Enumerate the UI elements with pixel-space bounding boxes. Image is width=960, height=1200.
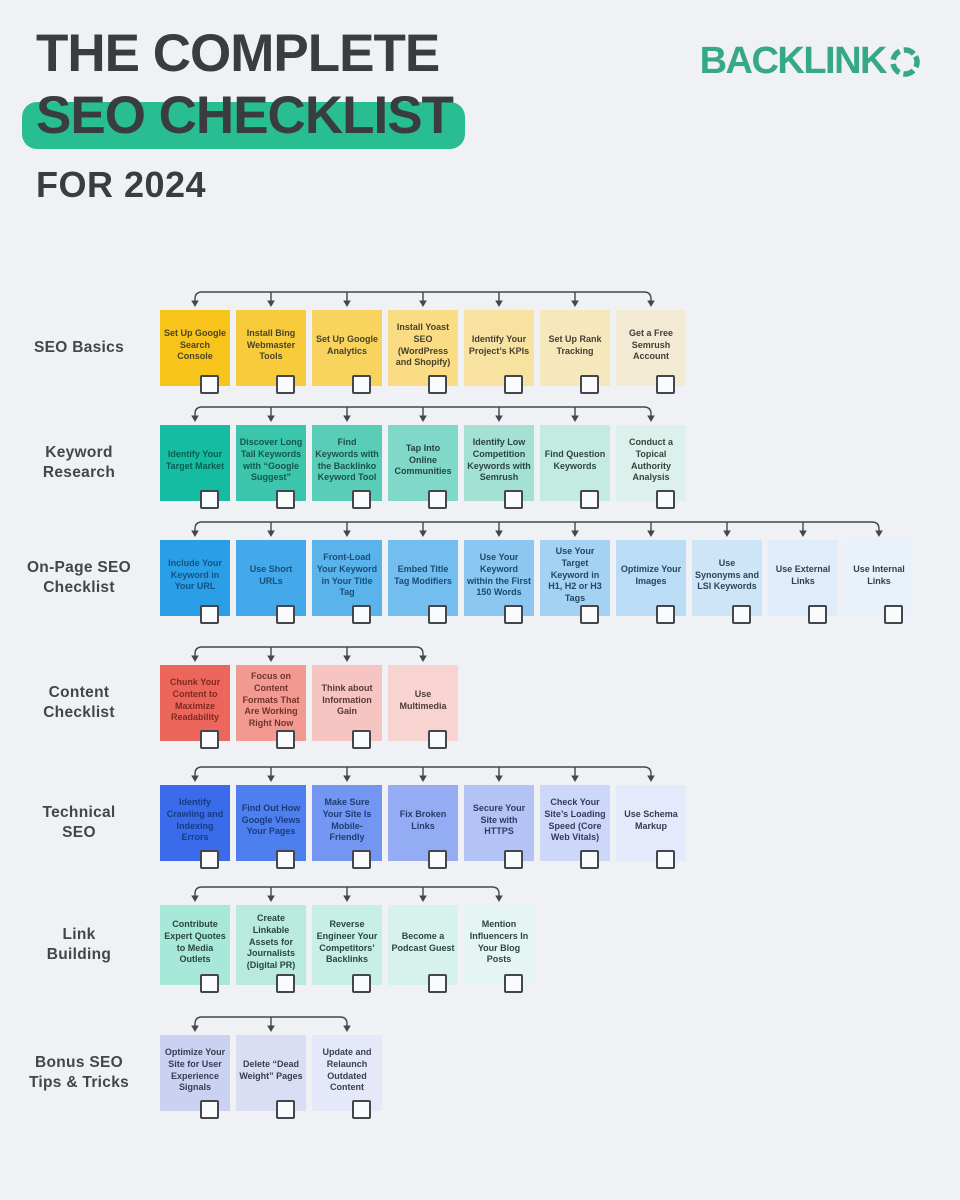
row-label-line: Tips & Tricks [28,1074,130,1091]
cards-link-building [160,905,960,985]
checkbox-on-page-seo-checklist-1[interactable] [200,605,219,624]
card-use-schema-markup [616,785,686,861]
card-use-external-links [768,540,838,616]
row-label-line: Content [48,683,110,701]
row-connector-arrows [160,1015,382,1035]
card-use-your-target-keyword-in-h1-h2-or-h3-t [540,540,610,616]
row-label-line: Checklist [43,579,115,596]
card-label: Set Up Google Analytics [315,333,378,356]
checkbox-on-page-seo-checklist-2[interactable] [276,605,295,624]
card-use-synonyms-and-lsi-keywords [692,540,762,616]
checkbox-on-page-seo-checklist-8[interactable] [732,605,751,624]
checkbox-seo-basics-6[interactable] [580,375,599,394]
card-set-up-google-search-console [160,310,230,386]
card-label: Delete “Dead Weight” Pages [239,1058,303,1081]
checkbox-content-checklist-1[interactable] [200,730,219,749]
card-label: Mention Influencers In Your Blog Posts [469,919,529,965]
card-label: Identify Crawling and Indexing Errors [166,797,224,843]
row-label-line: Research [42,464,116,481]
row-label-line: Technical [42,803,116,821]
row-label-content-checklist [0,665,158,741]
cards-area [160,1015,960,1111]
card-get-a-free-semrush-account [616,310,686,386]
checkbox-on-page-seo-checklist-3[interactable] [352,605,371,624]
checkbox-bonus-seo-tips-tricks-1[interactable] [200,1100,219,1119]
row-connector-arrows [160,645,458,665]
card-label: Use Schema Markup [624,808,678,831]
segmented-circle-icon [888,45,922,79]
card-label: Use Multimedia [399,688,447,711]
card-set-up-google-analytics [312,310,382,386]
backlinko-logo [700,40,922,83]
checkbox-technical-seo-4[interactable] [428,850,447,869]
card-check-your-site-s-loading-speed-core-web [540,785,610,861]
header [36,24,453,206]
card-mention-influencers-in-your-blog-posts [464,905,534,985]
checkbox-on-page-seo-checklist-10[interactable] [884,605,903,624]
row-connector-arrows [160,520,914,540]
checkbox-keyword-research-3[interactable] [352,490,371,509]
card-label: Install Bing Webmaster Tools [246,327,296,362]
card-label: Include Your Keyword in Your URL [168,557,222,592]
card-set-up-rank-tracking [540,310,610,386]
card-find-keywords-with-the-backlinko-keyword [312,425,382,501]
card-label: Use Your Keyword within the First 150 Words [467,552,531,598]
card-update-and-relaunch-outdated-content [312,1035,382,1111]
card-identify-your-target-market [160,425,230,501]
cards-area [160,645,960,741]
card-find-out-how-google-views-your-pages [236,785,306,861]
cards-area [160,405,960,501]
checkbox-keyword-research-6[interactable] [580,490,599,509]
row-connector-arrows [160,290,686,310]
card-label: Conduct a Topical Authority Analysis [629,437,673,483]
checkbox-keyword-research-4[interactable] [428,490,447,509]
checkbox-seo-basics-5[interactable] [504,375,523,394]
cards-area [160,520,960,616]
checkbox-technical-seo-5[interactable] [504,850,523,869]
card-delete-dead-weight-pages [236,1035,306,1111]
row-connector-arrows [160,765,686,785]
card-create-linkable-assets-for-journalists-d [236,905,306,985]
row-technical-seo [0,765,960,861]
row-connector-arrows [160,885,534,905]
card-tap-into-online-communities [388,425,458,501]
checkbox-on-page-seo-checklist-5[interactable] [504,605,523,624]
checkbox-on-page-seo-checklist-9[interactable] [808,605,827,624]
card-label: Set Up Google Search Console [163,327,226,362]
cards-area [160,765,960,861]
cards-content-checklist [160,665,960,741]
card-discover-long-tail-keywords-with-google- [236,425,306,501]
checkbox-content-checklist-2[interactable] [276,730,295,749]
checkbox-technical-seo-1[interactable] [200,850,219,869]
card-label: Identify Low Competition Keywords with Semrush [467,437,531,483]
card-optimize-your-images [616,540,686,616]
row-label-line: Keyword [45,443,113,461]
card-make-sure-your-site-is-mobile-friendly [312,785,382,861]
row-label-seo-basics [0,310,158,386]
card-find-question-keywords [540,425,610,501]
card-label: Become a Podcast Guest [391,930,455,953]
row-label-keyword-research [0,425,158,501]
card-label: Use Your Target Keyword in H1, H2 or H3 Tags [548,546,602,604]
card-embed-title-tag-modifiers [388,540,458,616]
page-title-line2-wrap [36,86,453,146]
card-label: Find Out How Google Views Your Pages [241,802,301,837]
checkbox-on-page-seo-checklist-4[interactable] [428,605,447,624]
card-label: Use Synonyms and LSI Keywords [695,557,760,592]
card-become-a-podcast-guest [388,905,458,985]
row-label-line: Bonus SEO [35,1053,123,1071]
card-label: Optimize Your Site for User Experience Signals [164,1047,226,1093]
row-label-technical-seo [0,785,158,861]
checkbox-content-checklist-4[interactable] [428,730,447,749]
row-label-line: SEO Basics [33,338,125,356]
card-label: Secure Your Site with HTTPS [472,802,526,837]
card-contribute-expert-quotes-to-media-outlet [160,905,230,985]
card-label: Find Question Keywords [544,448,606,471]
card-install-yoast-seo-wordpress-and-shopify [388,310,458,386]
card-use-internal-links [844,540,914,616]
card-label: Create Linkable Assets for Journalists (Digital PR) [246,913,296,971]
card-identify-crawling-and-indexing-errors [160,785,230,861]
card-label: Set Up Rank Tracking [548,333,602,356]
card-label: Use External Links [775,563,831,586]
cards-keyword-research [160,425,960,501]
cards-technical-seo [160,785,960,861]
checkbox-technical-seo-6[interactable] [580,850,599,869]
row-label-line: Building [46,946,112,963]
card-label: Check Your Site’s Loading Speed (Core Web Vitals) [544,797,606,843]
checklist-rows [0,290,960,1130]
page-title-line1: THE COMPLETE [36,24,440,83]
checkbox-content-checklist-3[interactable] [352,730,371,749]
card-think-about-information-gain [312,665,382,741]
card-label: Install Yoast SEO (WordPress and Shopify) [395,322,451,368]
row-content-checklist [0,645,960,741]
card-focus-on-content-formats-that-are-workin [236,665,306,741]
card-label: Reverse Engineer Your Competitors’ Backlinks [316,919,378,965]
row-connector-arrows [160,405,686,425]
checkbox-link-building-2[interactable] [276,974,295,993]
checkbox-technical-seo-7[interactable] [656,850,675,869]
row-label-link-building [0,905,158,985]
page-title-line2: SEO CHECKLIST [36,86,453,145]
card-label: Discover Long Tail Keywords with “Google Suggest” [239,437,303,483]
checkbox-on-page-seo-checklist-6[interactable] [580,605,599,624]
card-reverse-engineer-your-competitors-backli [312,905,382,985]
card-optimize-your-site-for-user-experience-s [160,1035,230,1111]
card-label: Chunk Your Content to Maximize Readability [169,677,221,723]
card-label: Identify Your Project’s KPIs [468,333,530,356]
card-fix-broken-links [388,785,458,861]
card-label: Fix Broken Links [399,808,447,831]
row-label-bonus-seo-tips-tricks [0,1035,158,1111]
checkbox-seo-basics-1[interactable] [200,375,219,394]
checkbox-keyword-research-5[interactable] [504,490,523,509]
card-use-multimedia [388,665,458,741]
checkbox-seo-basics-7[interactable] [656,375,675,394]
row-keyword-research [0,405,960,501]
card-include-your-keyword-in-your-url [160,540,230,616]
row-label-line: On-Page SEO [26,558,132,576]
card-identify-low-competition-keywords-with-s [464,425,534,501]
checkbox-technical-seo-2[interactable] [276,850,295,869]
row-label-line: SEO [62,824,96,841]
card-label: Get a Free Semrush Account [628,327,674,362]
row-link-building [0,885,960,985]
card-label: Embed Title Tag Modifiers [394,563,452,586]
cards-bonus-seo-tips-tricks [160,1035,960,1111]
row-on-page-seo-checklist [0,520,960,616]
cards-seo-basics [160,310,960,386]
card-label: Front-Load Your Keyword in Your Title Tag [316,552,378,598]
checkbox-seo-basics-3[interactable] [352,375,371,394]
row-label-on-page-seo-checklist [0,540,158,616]
checkbox-seo-basics-2[interactable] [276,375,295,394]
card-chunk-your-content-to-maximize-readabili [160,665,230,741]
checkbox-keyword-research-7[interactable] [656,490,675,509]
checkbox-link-building-5[interactable] [504,974,523,993]
card-label: Use Internal Links [853,563,905,586]
card-label: Think about Information Gain [321,682,373,717]
card-install-bing-webmaster-tools [236,310,306,386]
checkbox-bonus-seo-tips-tricks-3[interactable] [352,1100,371,1119]
card-label: Contribute Expert Quotes to Media Outlets [164,919,226,965]
row-label-line: Checklist [43,704,115,721]
checkbox-technical-seo-3[interactable] [352,850,371,869]
card-label: Optimize Your Images [620,563,682,586]
checkbox-on-page-seo-checklist-7[interactable] [656,605,675,624]
checkbox-keyword-research-2[interactable] [276,490,295,509]
cards-area [160,290,960,386]
checkbox-seo-basics-4[interactable] [428,375,447,394]
card-label: Use Short URLs [249,563,293,586]
cards-on-page-seo-checklist [160,540,960,616]
logo-text: BACKLINK [699,40,886,82]
checkbox-link-building-4[interactable] [428,974,447,993]
card-front-load-your-keyword-in-your-title-ta [312,540,382,616]
card-identify-your-project-s-kpis [464,310,534,386]
checkbox-link-building-3[interactable] [352,974,371,993]
card-use-your-keyword-within-the-first-150-wo [464,540,534,616]
card-label: Make Sure Your Site Is Mobile-Friendly [322,797,372,843]
row-label-line: Link [62,925,96,943]
cards-area [160,885,960,985]
card-label: Tap Into Online Communities [394,442,452,477]
card-label: Identify Your Target Market [165,448,225,471]
checkbox-bonus-seo-tips-tricks-2[interactable] [276,1100,295,1119]
card-label: Update and Relaunch Outdated Content [322,1047,372,1093]
card-secure-your-site-with-https [464,785,534,861]
card-use-short-urls [236,540,306,616]
card-label: Focus on Content Formats That Are Working Right Now [242,671,300,729]
card-conduct-a-topical-authority-analysis [616,425,686,501]
row-seo-basics [0,290,960,386]
checkbox-keyword-research-1[interactable] [200,490,219,509]
row-bonus-seo-tips-tricks [0,1015,960,1111]
card-label: Find Keywords with the Backlinko Keyword Tool [315,437,379,483]
checkbox-link-building-1[interactable] [200,974,219,993]
page-title-line3: FOR 2024 [36,164,207,205]
